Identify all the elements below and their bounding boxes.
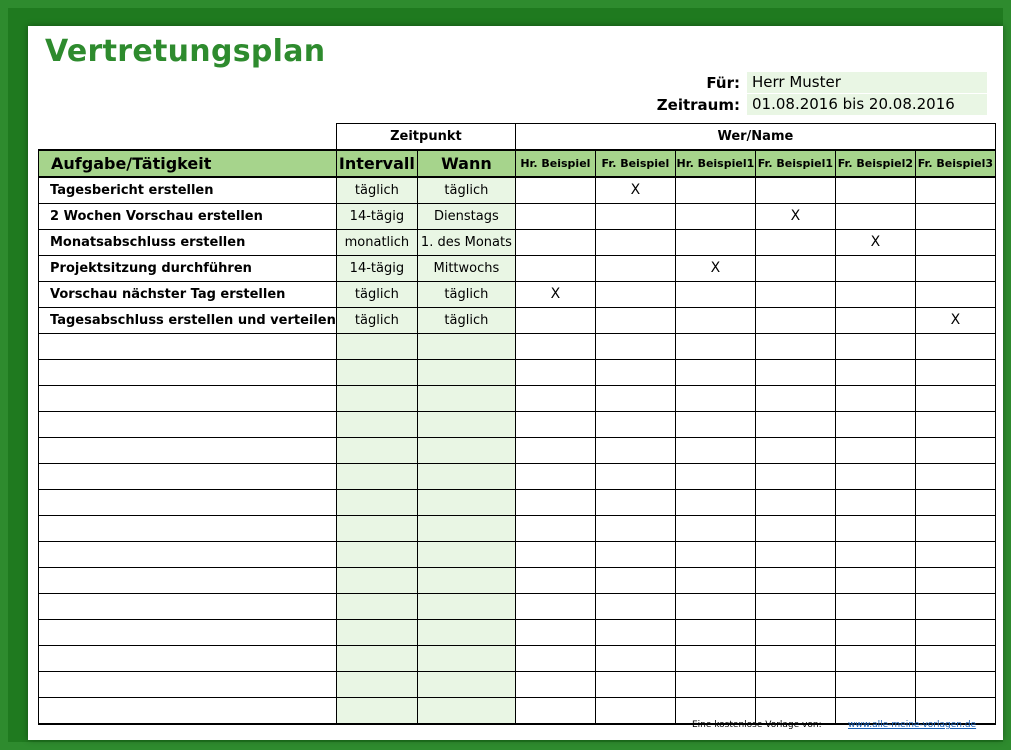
group-wer-name: Wer/Name — [515, 124, 995, 150]
task-cell[interactable] — [39, 619, 337, 645]
table-row — [39, 255, 996, 281]
assignment-cell[interactable] — [835, 515, 915, 541]
assignment-cell[interactable] — [915, 593, 995, 619]
wann-cell[interactable] — [417, 463, 515, 489]
assignment-cell[interactable] — [675, 411, 755, 437]
wann-cell[interactable]: Mittwochs — [417, 255, 515, 281]
period-value[interactable]: 01.08.2016 bis 20.08.2016 — [747, 94, 987, 115]
assignment-cell[interactable] — [835, 255, 915, 281]
intervall-cell[interactable]: täglich — [336, 281, 417, 307]
assignment-cell[interactable] — [515, 177, 595, 204]
assignment-cell[interactable] — [675, 229, 755, 255]
assignment-cell[interactable] — [595, 411, 675, 437]
table-row — [39, 203, 996, 229]
wann-cell[interactable] — [417, 333, 515, 359]
assignment-cell[interactable] — [675, 567, 755, 593]
intervall-cell[interactable] — [336, 333, 417, 359]
assignment-cell[interactable] — [755, 437, 835, 463]
assignment-cell[interactable] — [595, 567, 675, 593]
assignment-cell[interactable] — [915, 229, 995, 255]
intervall-cell[interactable] — [336, 463, 417, 489]
empty-row — [39, 593, 996, 619]
task-cell[interactable] — [39, 463, 337, 489]
assignment-cell[interactable] — [835, 307, 915, 333]
empty-row — [39, 385, 996, 411]
assignment-cell[interactable] — [515, 567, 595, 593]
assignment-cell[interactable] — [915, 333, 995, 359]
assignment-cell[interactable] — [755, 541, 835, 567]
assignment-cell[interactable] — [835, 671, 915, 697]
assignment-cell[interactable] — [755, 593, 835, 619]
assignment-cell[interactable] — [835, 593, 915, 619]
intervall-cell[interactable]: 14-tägig — [336, 203, 417, 229]
intervall-cell[interactable] — [336, 697, 417, 724]
footer-text: Eine kostenlose Vorlage von: — [692, 720, 822, 730]
assignment-cell[interactable] — [515, 359, 595, 385]
assignment-cell[interactable] — [915, 255, 995, 281]
assignment-cell[interactable] — [515, 515, 595, 541]
assignment-cell[interactable] — [595, 541, 675, 567]
assignment-cell[interactable] — [915, 359, 995, 385]
assignment-cell[interactable] — [675, 281, 755, 307]
assignment-cell[interactable] — [515, 307, 595, 333]
assignment-cell[interactable]: X — [915, 307, 995, 333]
footer-link[interactable]: www.alle-meine-vorlagen.de — [848, 720, 977, 730]
assignment-cell[interactable] — [515, 593, 595, 619]
assignment-cell[interactable] — [675, 593, 755, 619]
wann-cell[interactable] — [417, 567, 515, 593]
intervall-cell[interactable]: monatlich — [336, 229, 417, 255]
intervall-cell[interactable]: 14-tägig — [336, 255, 417, 281]
assignment-cell[interactable] — [675, 203, 755, 229]
task-cell[interactable] — [39, 541, 337, 567]
assignment-cell[interactable] — [835, 177, 915, 204]
empty-row — [39, 567, 996, 593]
table-row — [39, 229, 996, 255]
task-cell[interactable] — [39, 645, 337, 671]
intervall-cell[interactable] — [336, 411, 417, 437]
assignment-cell[interactable] — [835, 333, 915, 359]
assignment-cell[interactable] — [835, 203, 915, 229]
intervall-cell[interactable] — [336, 567, 417, 593]
assignment-cell[interactable] — [915, 463, 995, 489]
empty-row — [39, 333, 996, 359]
header-wann: Wann — [417, 150, 515, 177]
assignment-cell[interactable] — [835, 541, 915, 567]
assignment-cell[interactable] — [915, 385, 995, 411]
empty-row — [39, 411, 996, 437]
assignment-cell[interactable] — [755, 671, 835, 697]
assignment-cell[interactable] — [755, 281, 835, 307]
assignment-cell[interactable] — [595, 463, 675, 489]
intervall-cell[interactable] — [336, 593, 417, 619]
intervall-cell[interactable] — [336, 385, 417, 411]
header-task: Aufgabe/Tätigkeit — [39, 150, 337, 177]
assignment-cell[interactable] — [835, 411, 915, 437]
assignment-cell[interactable] — [515, 489, 595, 515]
assignment-cell[interactable] — [675, 541, 755, 567]
assignment-cell[interactable] — [595, 281, 675, 307]
task-cell[interactable] — [39, 697, 337, 724]
assignment-cell[interactable]: X — [515, 281, 595, 307]
header-name: Fr. Beispiel2 — [835, 150, 915, 177]
assignment-cell[interactable]: X — [755, 203, 835, 229]
table-row — [39, 307, 996, 333]
assignment-cell[interactable] — [515, 385, 595, 411]
assignment-cell[interactable] — [595, 489, 675, 515]
schedule-table — [38, 123, 996, 725]
assignment-cell[interactable] — [595, 671, 675, 697]
intervall-cell[interactable] — [336, 359, 417, 385]
assignment-cell[interactable] — [835, 281, 915, 307]
page-title: Vertretungsplan — [45, 34, 326, 69]
empty-row — [39, 515, 996, 541]
task-cell[interactable] — [39, 489, 337, 515]
assignment-cell[interactable] — [755, 255, 835, 281]
assignment-cell[interactable] — [755, 307, 835, 333]
assignment-cell[interactable] — [515, 229, 595, 255]
assignment-cell[interactable] — [595, 359, 675, 385]
intervall-cell[interactable] — [336, 489, 417, 515]
assignment-cell[interactable] — [835, 489, 915, 515]
assignment-cell[interactable] — [675, 437, 755, 463]
assignment-cell[interactable] — [595, 697, 675, 724]
group-zeitpunkt: Zeitpunkt — [336, 124, 515, 150]
task-cell[interactable]: Monatsabschluss erstellen — [39, 229, 337, 255]
assignment-cell[interactable] — [675, 359, 755, 385]
assignment-cell[interactable] — [755, 567, 835, 593]
header-intervall: Intervall — [336, 150, 417, 177]
header-name: Fr. Beispiel1 — [755, 150, 835, 177]
assignment-cell[interactable] — [515, 619, 595, 645]
assignment-cell[interactable] — [675, 645, 755, 671]
assignment-cell[interactable] — [595, 619, 675, 645]
assignment-cell[interactable] — [755, 619, 835, 645]
assignment-cell[interactable] — [915, 619, 995, 645]
assignment-cell[interactable] — [835, 385, 915, 411]
assignment-cell[interactable] — [675, 385, 755, 411]
wann-cell[interactable] — [417, 385, 515, 411]
assignment-cell[interactable] — [675, 489, 755, 515]
task-cell[interactable] — [39, 385, 337, 411]
assignment-cell[interactable] — [835, 619, 915, 645]
assignment-cell[interactable] — [515, 437, 595, 463]
assignment-cell[interactable] — [595, 385, 675, 411]
assignment-cell[interactable] — [755, 411, 835, 437]
assignment-cell[interactable] — [915, 281, 995, 307]
assignment-cell[interactable] — [755, 229, 835, 255]
task-cell[interactable] — [39, 437, 337, 463]
assignment-cell[interactable] — [835, 463, 915, 489]
assignment-cell[interactable] — [755, 385, 835, 411]
task-cell[interactable]: Tagesabschluss erstellen und verteilen — [39, 307, 337, 333]
task-cell[interactable]: Vorschau nächster Tag erstellen — [39, 281, 337, 307]
assignment-cell[interactable] — [915, 515, 995, 541]
wann-cell[interactable] — [417, 619, 515, 645]
assignment-cell[interactable] — [915, 203, 995, 229]
assignment-cell[interactable] — [595, 203, 675, 229]
assignment-cell[interactable] — [675, 671, 755, 697]
assignment-cell[interactable] — [915, 411, 995, 437]
blank-corner — [39, 124, 337, 150]
assignment-cell[interactable] — [515, 645, 595, 671]
intervall-cell[interactable] — [336, 671, 417, 697]
assignment-cell[interactable] — [915, 177, 995, 204]
empty-row — [39, 359, 996, 385]
sheet — [28, 26, 1003, 740]
task-cell[interactable] — [39, 567, 337, 593]
intervall-cell[interactable] — [336, 645, 417, 671]
assignment-cell[interactable] — [515, 697, 595, 724]
wann-cell[interactable] — [417, 411, 515, 437]
assignment-cell[interactable] — [595, 645, 675, 671]
assignment-cell[interactable] — [515, 541, 595, 567]
assignment-cell[interactable] — [755, 645, 835, 671]
task-cell[interactable] — [39, 671, 337, 697]
empty-row — [39, 671, 996, 697]
empty-row — [39, 463, 996, 489]
assignment-cell[interactable] — [755, 515, 835, 541]
wann-cell[interactable]: täglich — [417, 177, 515, 204]
empty-row — [39, 645, 996, 671]
assignment-cell[interactable] — [915, 541, 995, 567]
assignment-cell[interactable] — [835, 359, 915, 385]
task-cell[interactable] — [39, 593, 337, 619]
assignment-cell[interactable] — [755, 333, 835, 359]
task-cell[interactable] — [39, 515, 337, 541]
table-row — [39, 281, 996, 307]
assignment-cell[interactable] — [595, 307, 675, 333]
assignment-cell[interactable] — [515, 671, 595, 697]
assignment-cell[interactable] — [515, 333, 595, 359]
assignment-cell[interactable] — [515, 411, 595, 437]
assignment-cell[interactable] — [915, 567, 995, 593]
assignment-cell[interactable]: X — [675, 255, 755, 281]
assignment-cell[interactable] — [915, 489, 995, 515]
wann-cell[interactable] — [417, 515, 515, 541]
assignment-cell[interactable] — [835, 567, 915, 593]
wann-cell[interactable]: täglich — [417, 307, 515, 333]
assignment-cell[interactable] — [835, 645, 915, 671]
assignment-cell[interactable] — [595, 333, 675, 359]
task-cell[interactable] — [39, 359, 337, 385]
wann-cell[interactable] — [417, 489, 515, 515]
wann-cell[interactable] — [417, 671, 515, 697]
wann-cell[interactable] — [417, 645, 515, 671]
assignment-cell[interactable] — [515, 203, 595, 229]
assignment-cell[interactable] — [755, 489, 835, 515]
wann-cell[interactable] — [417, 359, 515, 385]
assignment-cell[interactable]: X — [595, 177, 675, 204]
assignment-cell[interactable] — [675, 463, 755, 489]
header-name: Hr. Beispiel — [515, 150, 595, 177]
empty-row — [39, 541, 996, 567]
assignment-cell[interactable] — [755, 359, 835, 385]
assignment-cell[interactable] — [595, 437, 675, 463]
intervall-cell[interactable]: täglich — [336, 177, 417, 204]
assignment-cell[interactable] — [675, 333, 755, 359]
assignment-cell[interactable] — [915, 645, 995, 671]
intervall-cell[interactable] — [336, 437, 417, 463]
page-frame — [8, 8, 1003, 742]
task-cell[interactable]: Tagesbericht erstellen — [39, 177, 337, 204]
wann-cell[interactable] — [417, 593, 515, 619]
wann-cell[interactable] — [417, 437, 515, 463]
wann-cell[interactable]: täglich — [417, 281, 515, 307]
header-name: Hr. Beispiel1 — [675, 150, 755, 177]
header-name: Fr. Beispiel3 — [915, 150, 995, 177]
intervall-cell[interactable] — [336, 515, 417, 541]
assignment-cell[interactable] — [595, 229, 675, 255]
assignment-cell[interactable] — [675, 177, 755, 204]
for-label: Für: — [706, 74, 740, 92]
assignment-cell[interactable] — [915, 671, 995, 697]
assignment-cell[interactable] — [515, 463, 595, 489]
task-cell[interactable] — [39, 333, 337, 359]
assignment-cell[interactable] — [835, 437, 915, 463]
empty-row — [39, 619, 996, 645]
assignment-cell[interactable] — [515, 255, 595, 281]
intervall-cell[interactable]: täglich — [336, 307, 417, 333]
assignment-cell[interactable] — [675, 619, 755, 645]
assignment-cell[interactable] — [675, 307, 755, 333]
empty-row — [39, 437, 996, 463]
wann-cell[interactable] — [417, 697, 515, 724]
period-label: Zeitraum: — [656, 96, 740, 114]
assignment-cell[interactable] — [915, 437, 995, 463]
task-cell[interactable]: 2 Wochen Vorschau erstellen — [39, 203, 337, 229]
assignment-cell[interactable]: X — [835, 229, 915, 255]
table-row — [39, 177, 996, 204]
assignment-cell[interactable] — [595, 593, 675, 619]
wann-cell[interactable]: Dienstags — [417, 203, 515, 229]
assignment-cell[interactable] — [755, 177, 835, 204]
task-cell[interactable] — [39, 411, 337, 437]
header-name: Fr. Beispiel — [595, 150, 675, 177]
empty-row — [39, 489, 996, 515]
intervall-cell[interactable] — [336, 541, 417, 567]
task-cell[interactable]: Projektsitzung durchführen — [39, 255, 337, 281]
intervall-cell[interactable] — [336, 619, 417, 645]
for-value[interactable]: Herr Muster — [747, 72, 987, 93]
assignment-cell[interactable] — [675, 515, 755, 541]
wann-cell[interactable] — [417, 541, 515, 567]
assignment-cell[interactable] — [595, 515, 675, 541]
assignment-cell[interactable] — [755, 463, 835, 489]
wann-cell[interactable]: 1. des Monats — [417, 229, 515, 255]
assignment-cell[interactable] — [595, 255, 675, 281]
